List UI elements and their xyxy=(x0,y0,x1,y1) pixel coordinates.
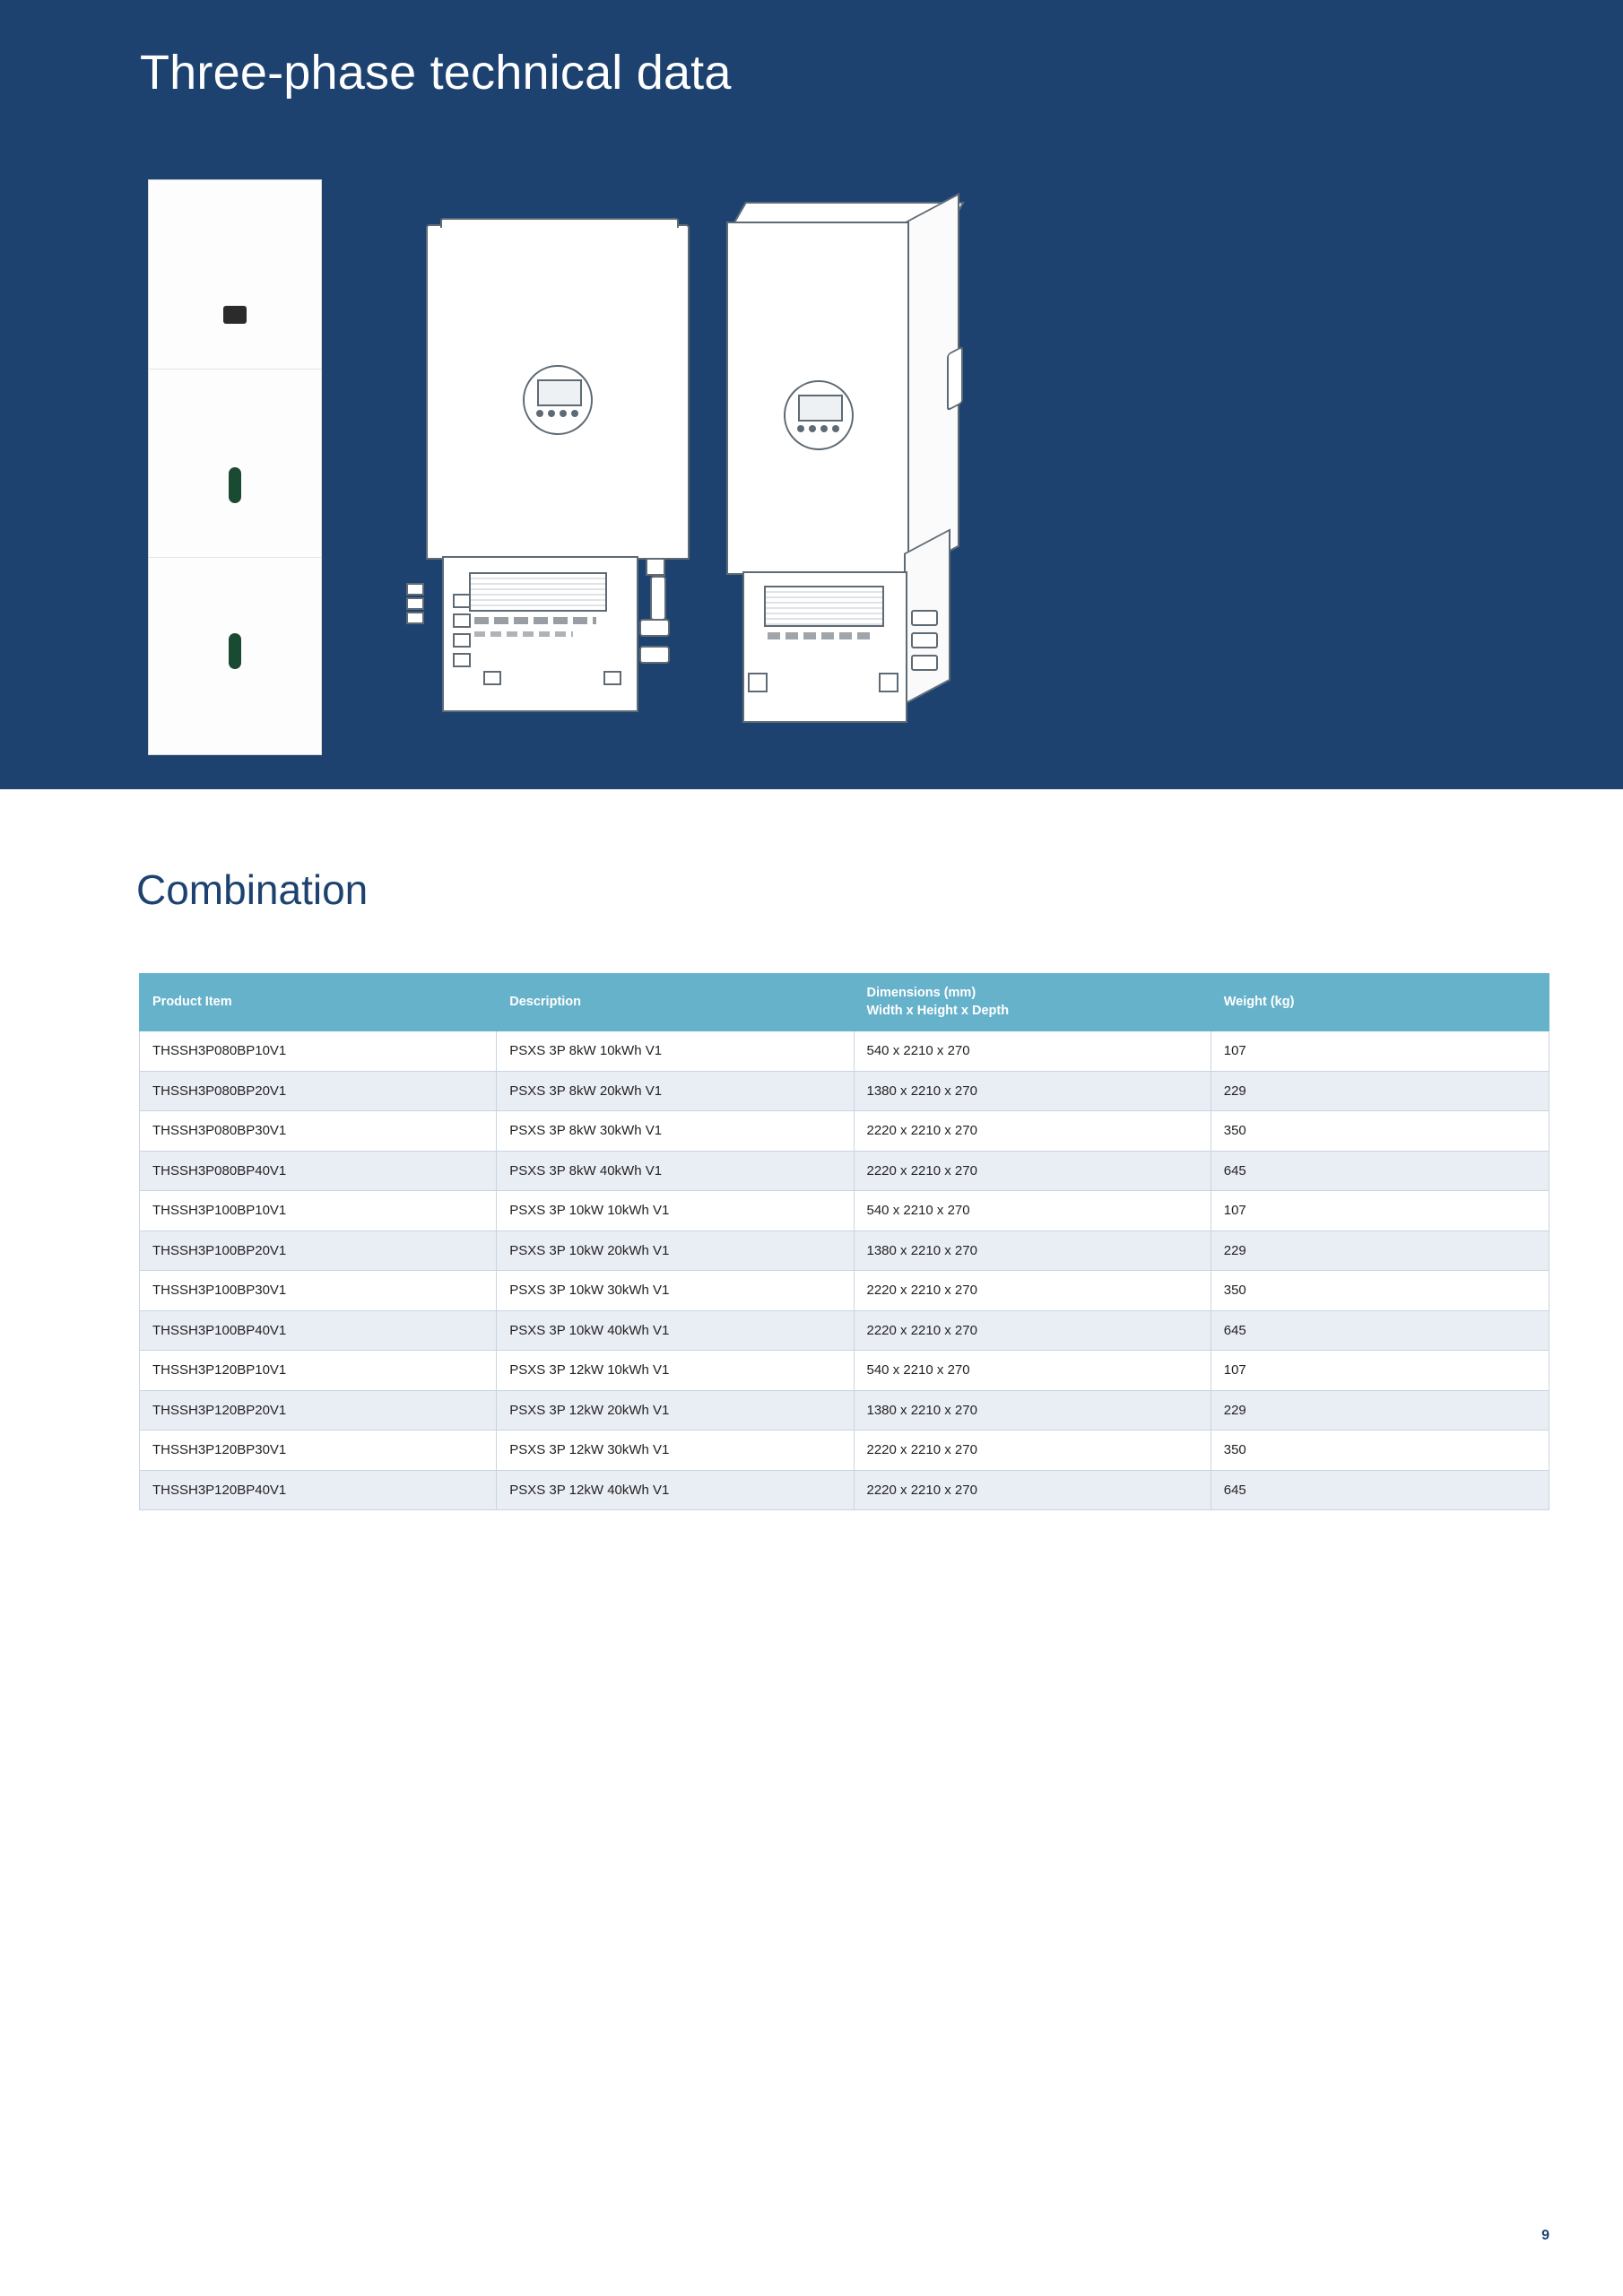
inverter-buttons xyxy=(797,425,839,432)
section-title: Combination xyxy=(136,866,369,913)
hero-banner xyxy=(0,0,1623,789)
page-number: 9 xyxy=(1541,2228,1549,2243)
inverter-port xyxy=(453,594,471,608)
cell-description: PSXS 3P 8kW 40kWh V1 xyxy=(497,1151,854,1191)
cell-product-item: THSSH3P080BP30V1 xyxy=(140,1111,497,1152)
cell-description: PSXS 3P 10kW 10kWh V1 xyxy=(497,1191,854,1231)
inverter-connector xyxy=(639,619,670,637)
cell-dimensions: 2220 x 2210 x 270 xyxy=(854,1470,1211,1510)
inverter-button xyxy=(548,410,555,417)
inverter-button xyxy=(571,410,578,417)
inverter-port xyxy=(603,671,621,685)
table-row xyxy=(140,1310,1549,1351)
inverter-base-unit xyxy=(742,571,907,723)
cell-description: PSXS 3P 8kW 10kWh V1 xyxy=(497,1031,854,1072)
cell-description: PSXS 3P 12kW 20kWh V1 xyxy=(497,1390,854,1431)
cell-weight: 107 xyxy=(1211,1191,1549,1231)
cell-weight: 645 xyxy=(1211,1151,1549,1191)
cell-product-item: THSSH3P080BP40V1 xyxy=(140,1151,497,1191)
cell-product-item: THSSH3P080BP20V1 xyxy=(140,1071,497,1111)
inverter-connector xyxy=(639,646,670,664)
inverter-label xyxy=(474,617,596,624)
cell-weight: 229 xyxy=(1211,1231,1549,1271)
cell-description: PSXS 3P 10kW 40kWh V1 xyxy=(497,1310,854,1351)
inverter-port xyxy=(483,671,501,685)
inverter-front-face xyxy=(726,222,909,575)
column-header-line1: Weight (kg) xyxy=(1223,994,1295,1009)
battery-stack-illustration xyxy=(148,179,322,755)
cell-description: PSXS 3P 12kW 40kWh V1 xyxy=(497,1470,854,1510)
inverter-connector xyxy=(406,583,424,596)
table-row xyxy=(140,1151,1549,1191)
cell-weight: 107 xyxy=(1211,1351,1549,1391)
table-row xyxy=(140,1271,1549,1311)
cell-description: PSXS 3P 12kW 30kWh V1 xyxy=(497,1431,854,1471)
cell-dimensions: 1380 x 2210 x 270 xyxy=(854,1071,1211,1111)
table-row xyxy=(140,1431,1549,1471)
cell-dimensions: 2220 x 2210 x 270 xyxy=(854,1271,1211,1311)
table-row xyxy=(140,1351,1549,1391)
battery-indicator-icon xyxy=(223,306,247,324)
cell-product-item: THSSH3P100BP10V1 xyxy=(140,1191,497,1231)
inverter-button xyxy=(820,425,828,432)
inverter-button xyxy=(832,425,839,432)
cell-weight: 229 xyxy=(1211,1071,1549,1111)
battery-module-latch-icon xyxy=(229,633,241,669)
column-header-product-item xyxy=(140,974,497,1031)
battery-seam xyxy=(149,557,321,558)
inverter-button xyxy=(809,425,816,432)
column-header-line1: Product Item xyxy=(152,994,232,1009)
cell-product-item: THSSH3P080BP10V1 xyxy=(140,1031,497,1072)
column-header-line2: Width x Height x Depth xyxy=(866,1003,1010,1018)
table-body xyxy=(140,1031,1549,1510)
inverter-body xyxy=(426,224,690,560)
product-illustrations xyxy=(135,166,1121,758)
inverter-port xyxy=(453,653,471,667)
inverter-connector xyxy=(911,655,938,671)
inverter-button xyxy=(560,410,567,417)
cell-dimensions: 1380 x 2210 x 270 xyxy=(854,1390,1211,1431)
inverter-base-unit xyxy=(442,556,638,712)
cell-description: PSXS 3P 12kW 10kWh V1 xyxy=(497,1351,854,1391)
cell-dimensions: 540 x 2210 x 270 xyxy=(854,1351,1211,1391)
inverter-label xyxy=(768,632,875,639)
inverter-port xyxy=(453,613,471,628)
cell-weight: 350 xyxy=(1211,1111,1549,1152)
cell-product-item: THSSH3P100BP30V1 xyxy=(140,1271,497,1311)
cell-description: PSXS 3P 8kW 20kWh V1 xyxy=(497,1071,854,1111)
inverter-connector xyxy=(748,673,768,692)
column-header-dimensions xyxy=(854,974,1211,1031)
table-row xyxy=(140,1191,1549,1231)
cell-dimensions: 1380 x 2210 x 270 xyxy=(854,1231,1211,1271)
inverter-connector xyxy=(650,576,666,621)
battery-seam xyxy=(149,369,321,370)
inverter-vent xyxy=(469,572,607,612)
cell-dimensions: 540 x 2210 x 270 xyxy=(854,1031,1211,1072)
column-header-line1: Dimensions (mm) xyxy=(866,986,976,1000)
inverter-display-icon xyxy=(523,365,593,435)
inverter-lcd xyxy=(537,379,582,406)
battery-module-latch-icon xyxy=(229,467,241,503)
table-header-row xyxy=(140,974,1549,1031)
inverter-connector xyxy=(646,558,665,576)
cell-product-item: THSSH3P120BP30V1 xyxy=(140,1431,497,1471)
inverter-connector xyxy=(879,673,898,692)
cell-product-item: THSSH3P120BP20V1 xyxy=(140,1390,497,1431)
cell-weight: 107 xyxy=(1211,1031,1549,1072)
cell-dimensions: 2220 x 2210 x 270 xyxy=(854,1111,1211,1152)
cell-description: PSXS 3P 10kW 20kWh V1 xyxy=(497,1231,854,1271)
inverter-display-icon xyxy=(784,380,854,450)
cell-weight: 350 xyxy=(1211,1271,1549,1311)
inverter-lcd xyxy=(798,395,843,422)
inverter-connector xyxy=(406,612,424,624)
cell-description: PSXS 3P 8kW 30kWh V1 xyxy=(497,1111,854,1152)
inverter-button xyxy=(797,425,804,432)
table-row xyxy=(140,1470,1549,1510)
inverter-connector xyxy=(911,610,938,626)
inverter-buttons xyxy=(536,410,578,417)
cell-dimensions: 2220 x 2210 x 270 xyxy=(854,1431,1211,1471)
cell-product-item: THSSH3P120BP10V1 xyxy=(140,1351,497,1391)
combination-table-wrapper xyxy=(139,973,1549,1510)
table-row xyxy=(140,1031,1549,1072)
table-row xyxy=(140,1231,1549,1271)
column-header-description xyxy=(497,974,854,1031)
page-title: Three-phase technical data xyxy=(140,46,732,100)
cell-description: PSXS 3P 10kW 30kWh V1 xyxy=(497,1271,854,1311)
cell-dimensions: 2220 x 2210 x 270 xyxy=(854,1151,1211,1191)
combination-table xyxy=(139,973,1549,1510)
cell-weight: 645 xyxy=(1211,1470,1549,1510)
cell-weight: 229 xyxy=(1211,1390,1549,1431)
cell-dimensions: 2220 x 2210 x 270 xyxy=(854,1310,1211,1351)
cell-product-item: THSSH3P100BP20V1 xyxy=(140,1231,497,1271)
inverter-vent xyxy=(764,586,884,627)
inverter-port xyxy=(453,633,471,648)
inverter-button xyxy=(536,410,543,417)
column-header-line1: Description xyxy=(509,994,582,1009)
cell-dimensions: 540 x 2210 x 270 xyxy=(854,1191,1211,1231)
inverter-connector xyxy=(406,597,424,610)
cell-weight: 350 xyxy=(1211,1431,1549,1471)
column-header-weight xyxy=(1211,974,1549,1031)
inverter-handle-icon xyxy=(947,345,963,412)
cell-product-item: THSSH3P120BP40V1 xyxy=(140,1470,497,1510)
table-row xyxy=(140,1071,1549,1111)
inverter-connector xyxy=(911,632,938,648)
table-header xyxy=(140,974,1549,1031)
inverter-label xyxy=(474,631,573,637)
cell-product-item: THSSH3P100BP40V1 xyxy=(140,1310,497,1351)
table-row xyxy=(140,1390,1549,1431)
table-row xyxy=(140,1111,1549,1152)
cell-weight: 645 xyxy=(1211,1310,1549,1351)
